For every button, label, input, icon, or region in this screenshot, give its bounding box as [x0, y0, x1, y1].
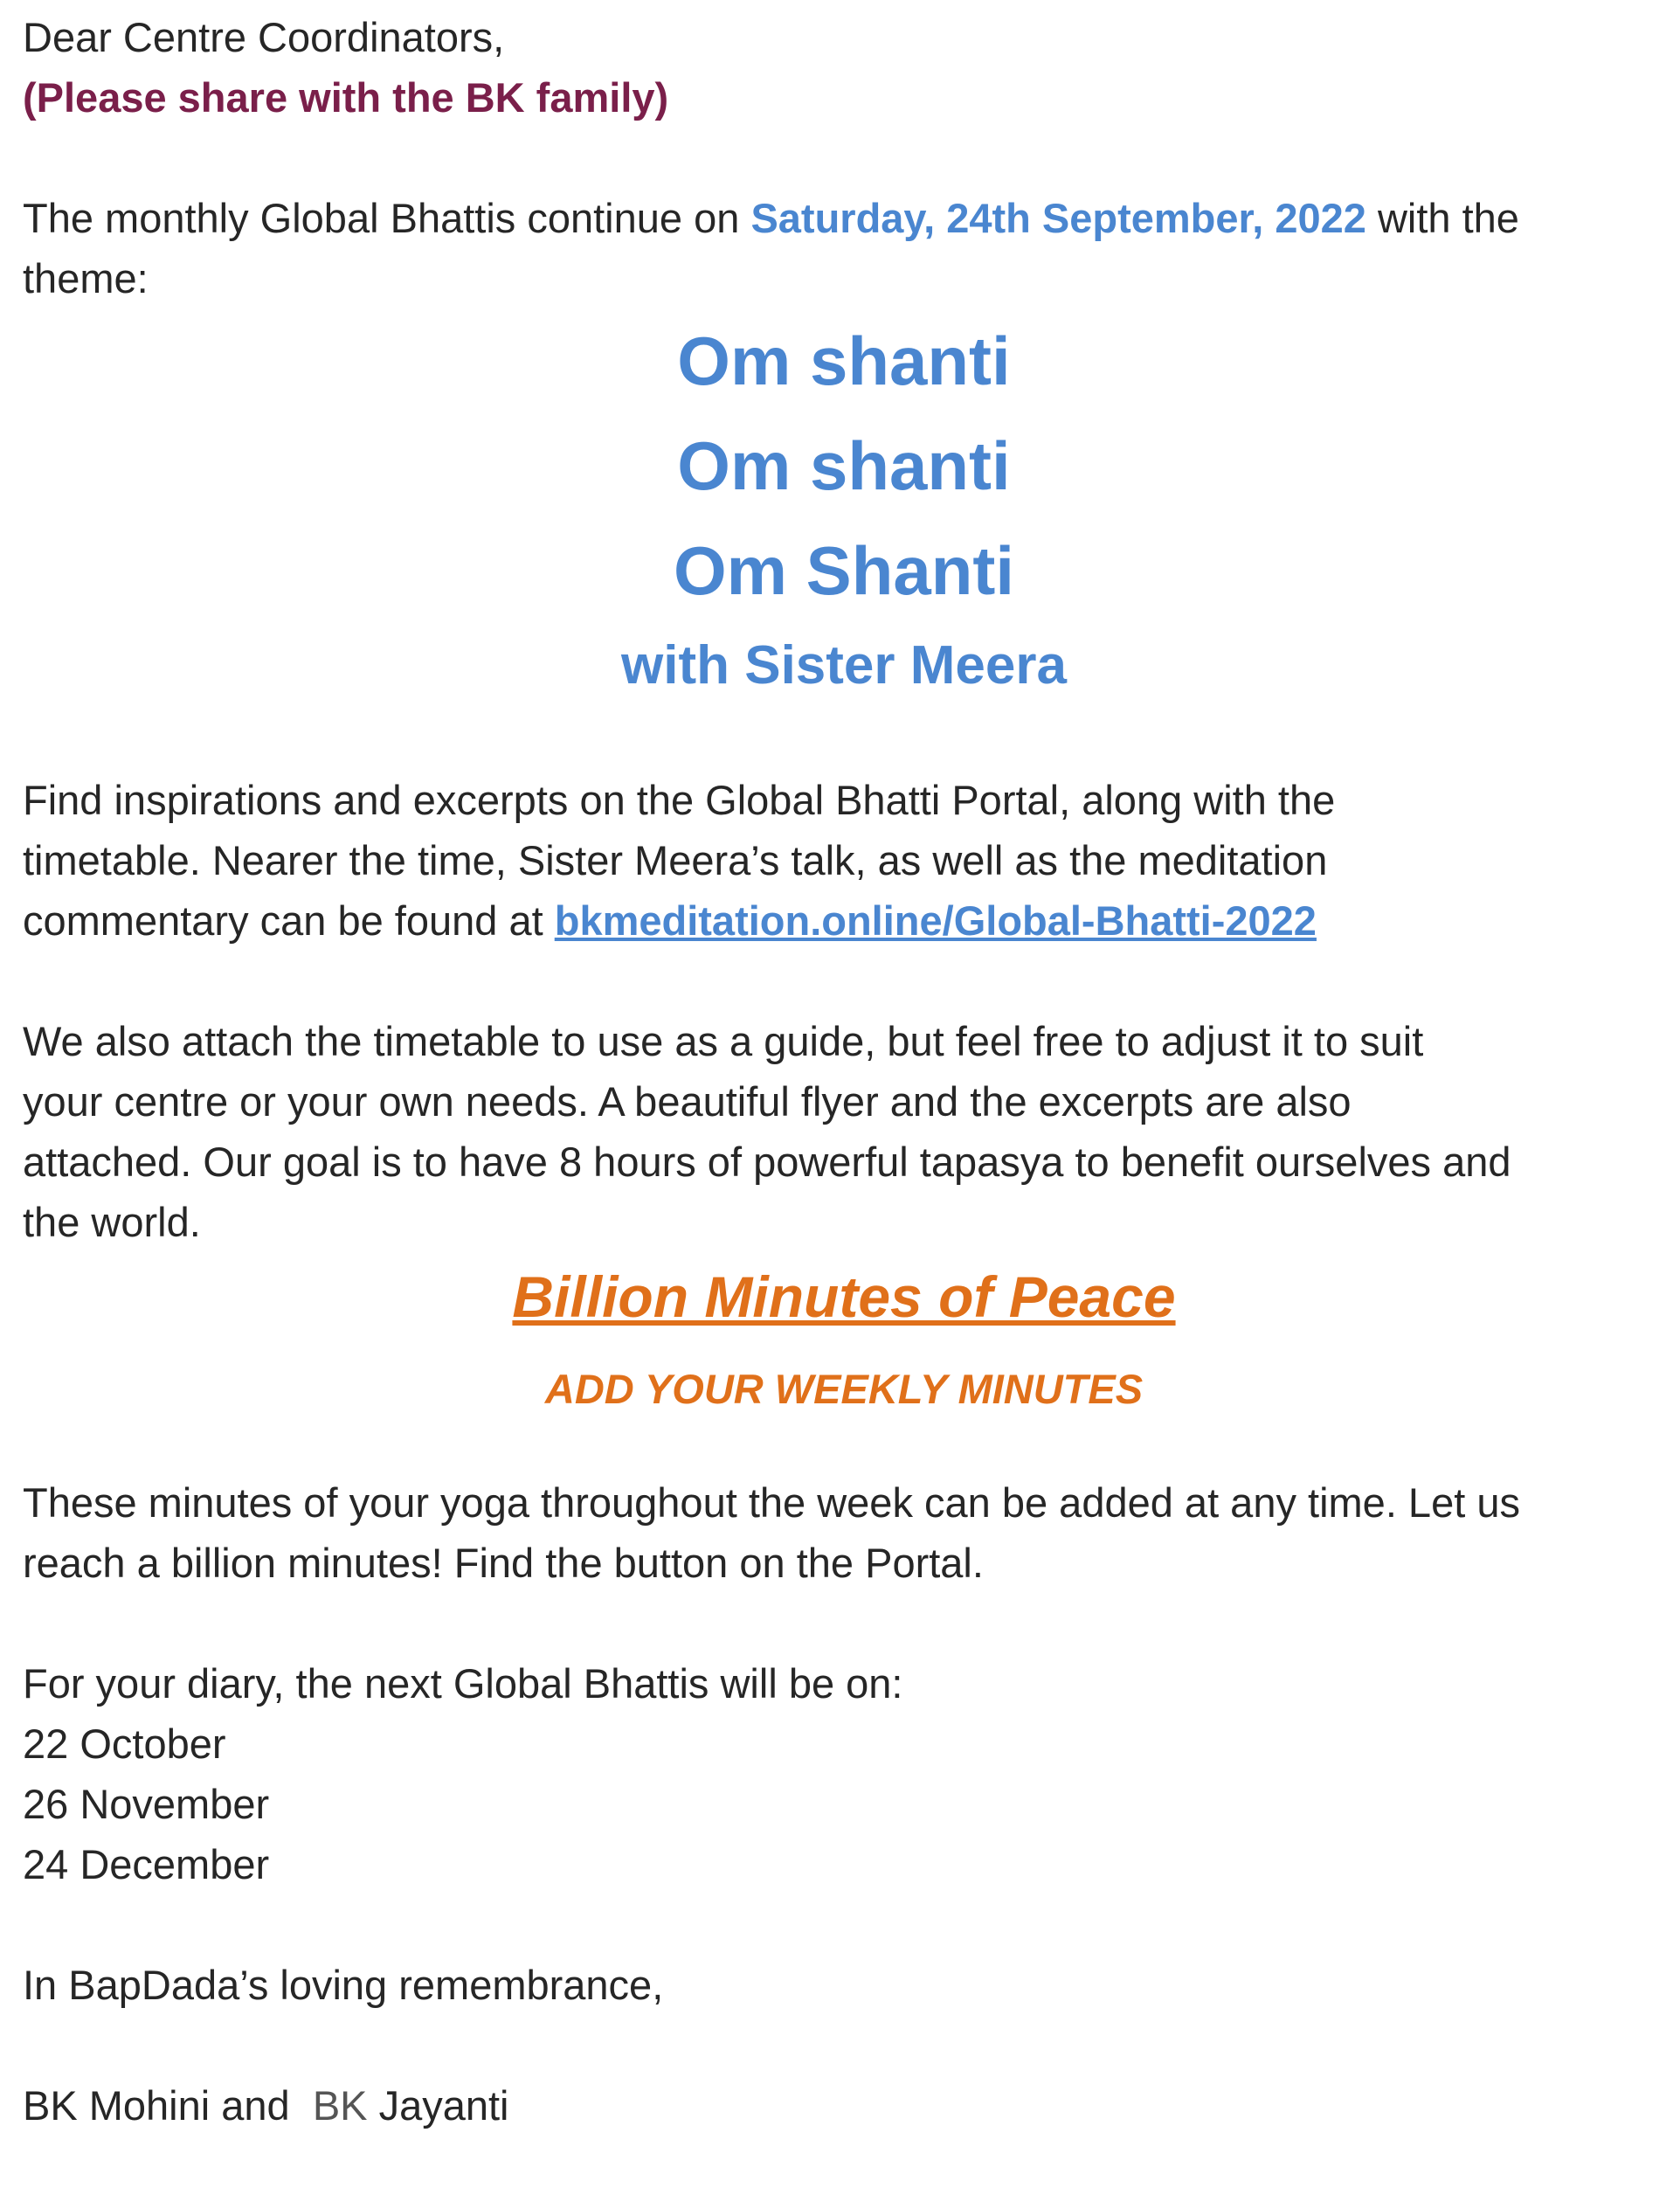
diary-date-2: 26 November: [23, 1781, 270, 1827]
share-note: (Please share with the BK family): [23, 74, 669, 121]
billion-minutes-title: Billion Minutes of Peace: [512, 1264, 1176, 1329]
timetable-line-1: We also attach the timetable to use as a guide, but feel free to adjust it to suit: [23, 1018, 1424, 1064]
intro-line: [23, 188, 1665, 248]
theme-line-2: Om shanti: [677, 427, 1011, 504]
spacer: [23, 1593, 1665, 1653]
intro-continuation: theme:: [23, 255, 149, 301]
greeting: Dear Centre Coordinators,: [23, 14, 505, 60]
theme-block: [23, 308, 1665, 709]
timetable-line-3: attached. Our goal is to have 8 hours of powerful tapasya to benefit ourselves and: [23, 1139, 1511, 1185]
spacer: [23, 2015, 1665, 2075]
signature-name-2-rest: Jayanti: [367, 2082, 509, 2129]
spacer: [23, 709, 1665, 770]
diary-intro: For your diary, the next Global Bhattis will be on:: [23, 1660, 903, 1707]
spacer: [23, 951, 1665, 1011]
minutes-line-2: reach a billion minutes! Find the button on the Portal.: [23, 1540, 984, 1586]
timetable-line-2: your centre or your own needs. A beautiful flyer and the excerpts are also: [23, 1078, 1352, 1125]
diary-date-1: 22 October: [23, 1721, 226, 1767]
theme-line-1: Om shanti: [677, 322, 1011, 399]
intro-text-after: with the: [1365, 195, 1519, 241]
minutes-line-1: These minutes of your yoga throughout the week can be added at any time. Let us: [23, 1479, 1520, 1526]
portal-line-3-text: commentary can be found at: [23, 897, 555, 944]
billion-block: [23, 1252, 1665, 1437]
spacer: [23, 1894, 1665, 1955]
signature: [23, 2075, 1665, 2136]
closing: In BapDada’s loving remembrance,: [23, 1962, 664, 2008]
email-body: [23, 0, 1665, 2136]
theme-speaker: with Sister Meera: [621, 635, 1067, 696]
diary-date-3: 24 December: [23, 1841, 270, 1887]
intro-text: The monthly Global Bhattis continue on: [23, 195, 751, 241]
spacer: [23, 1437, 1665, 1472]
signature-name-1: BK Mohini: [23, 2082, 211, 2129]
signature-joiner: and: [210, 2082, 313, 2129]
signature-name-2-prefix: BK: [312, 2082, 368, 2129]
add-weekly-minutes: ADD YOUR WEEKLY MINUTES: [544, 1366, 1144, 1412]
portal-line-3: [23, 890, 1665, 951]
portal-line-2: timetable. Nearer the time, Sister Meera’s talk, as well as the meditation: [23, 837, 1328, 883]
theme-line-3: Om Shanti: [673, 532, 1015, 609]
portal-link[interactable]: bkmeditation.online/Global-Bhatti-2022: [554, 897, 1317, 944]
timetable-line-4: the world.: [23, 1199, 201, 1245]
portal-line-1: Find inspirations and excerpts on the Global Bhatti Portal, along with the: [23, 777, 1336, 823]
event-date: Saturday, 24th September, 2022: [750, 195, 1366, 241]
spacer: [23, 128, 1665, 188]
